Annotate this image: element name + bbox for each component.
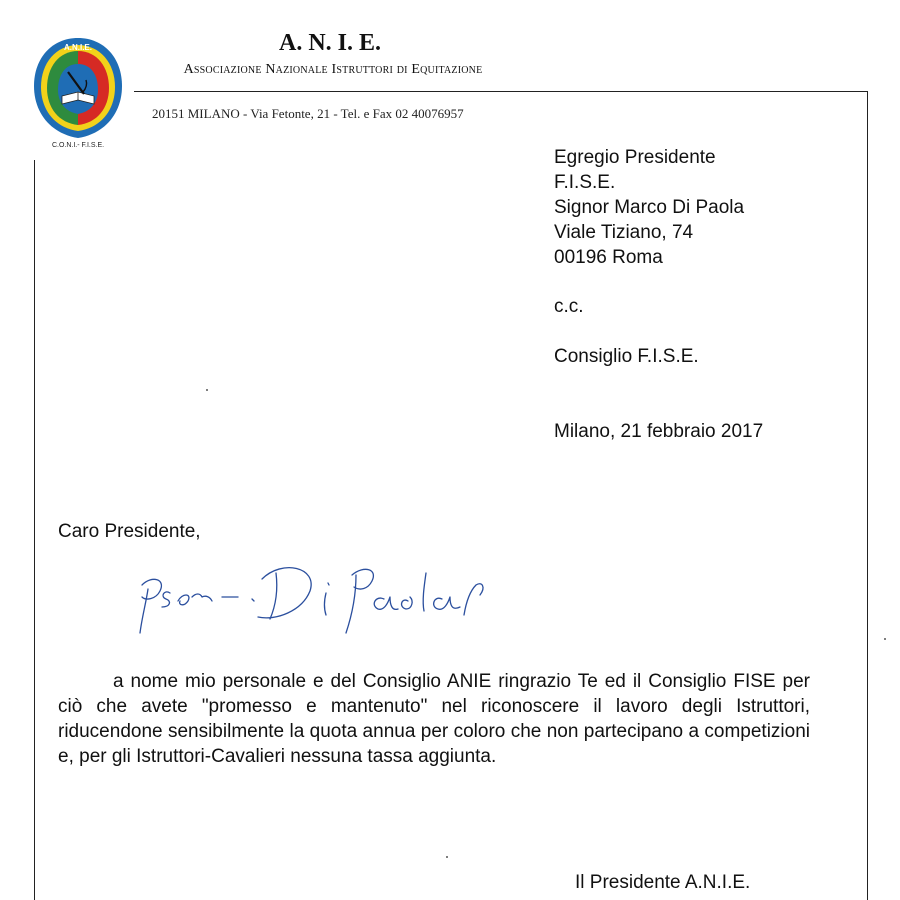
anie-emblem-icon bbox=[28, 34, 128, 142]
handwritten-signature bbox=[130, 545, 520, 645]
letter-body: a nome mio personale e del Consiglio ANIE ringrazio Te ed il Consiglio FISE per ciò che avete "promesso e mantenuto" nel riconoscere il lavoro degli Istruttori, riducendone sensibilmente la quota annua per coloro che non partecipano a competizioni e, per gli Istruttori-Cavalieri nessuna tassa aggiunta. bbox=[58, 671, 810, 767]
frame-border-left bbox=[34, 160, 35, 900]
greeting: Caro Presidente, bbox=[58, 521, 201, 542]
recipient-line: F.I.S.E. bbox=[554, 172, 616, 193]
recipient-line: Signor Marco Di Paola bbox=[554, 197, 745, 218]
letter-date: Milano, 21 febbraio 2017 bbox=[554, 421, 764, 442]
cc-label: c.c. bbox=[554, 296, 584, 317]
recipient-address-block bbox=[554, 145, 744, 270]
anie-logo bbox=[28, 34, 128, 159]
scan-speck bbox=[884, 638, 886, 640]
scan-speck bbox=[446, 856, 448, 858]
organization-name: Associazione Nazionale Istruttori di Equitazione bbox=[183, 62, 483, 77]
frame-border-top bbox=[134, 91, 868, 92]
cc-recipient: Consiglio F.I.S.E. bbox=[554, 346, 699, 367]
recipient-line: Viale Tiziano, 74 bbox=[554, 222, 694, 243]
organization-address: 20151 MILANO - Via Fetonte, 21 - Tel. e Fax 02 40076957 bbox=[152, 106, 464, 121]
frame-border-right bbox=[867, 91, 868, 900]
logo-caption: C.O.N.I.- F.I.S.E. bbox=[51, 142, 105, 149]
logo-ring-text: A.N.I.E. bbox=[63, 43, 93, 52]
recipient-line: Egregio Presidente bbox=[554, 147, 716, 168]
organization-abbreviation: A. N. I. E. bbox=[278, 30, 381, 56]
recipient-line: 00196 Roma bbox=[554, 247, 663, 268]
scan-speck bbox=[206, 389, 208, 391]
closing-signature-title: Il Presidente A.N.I.E. bbox=[575, 872, 751, 893]
